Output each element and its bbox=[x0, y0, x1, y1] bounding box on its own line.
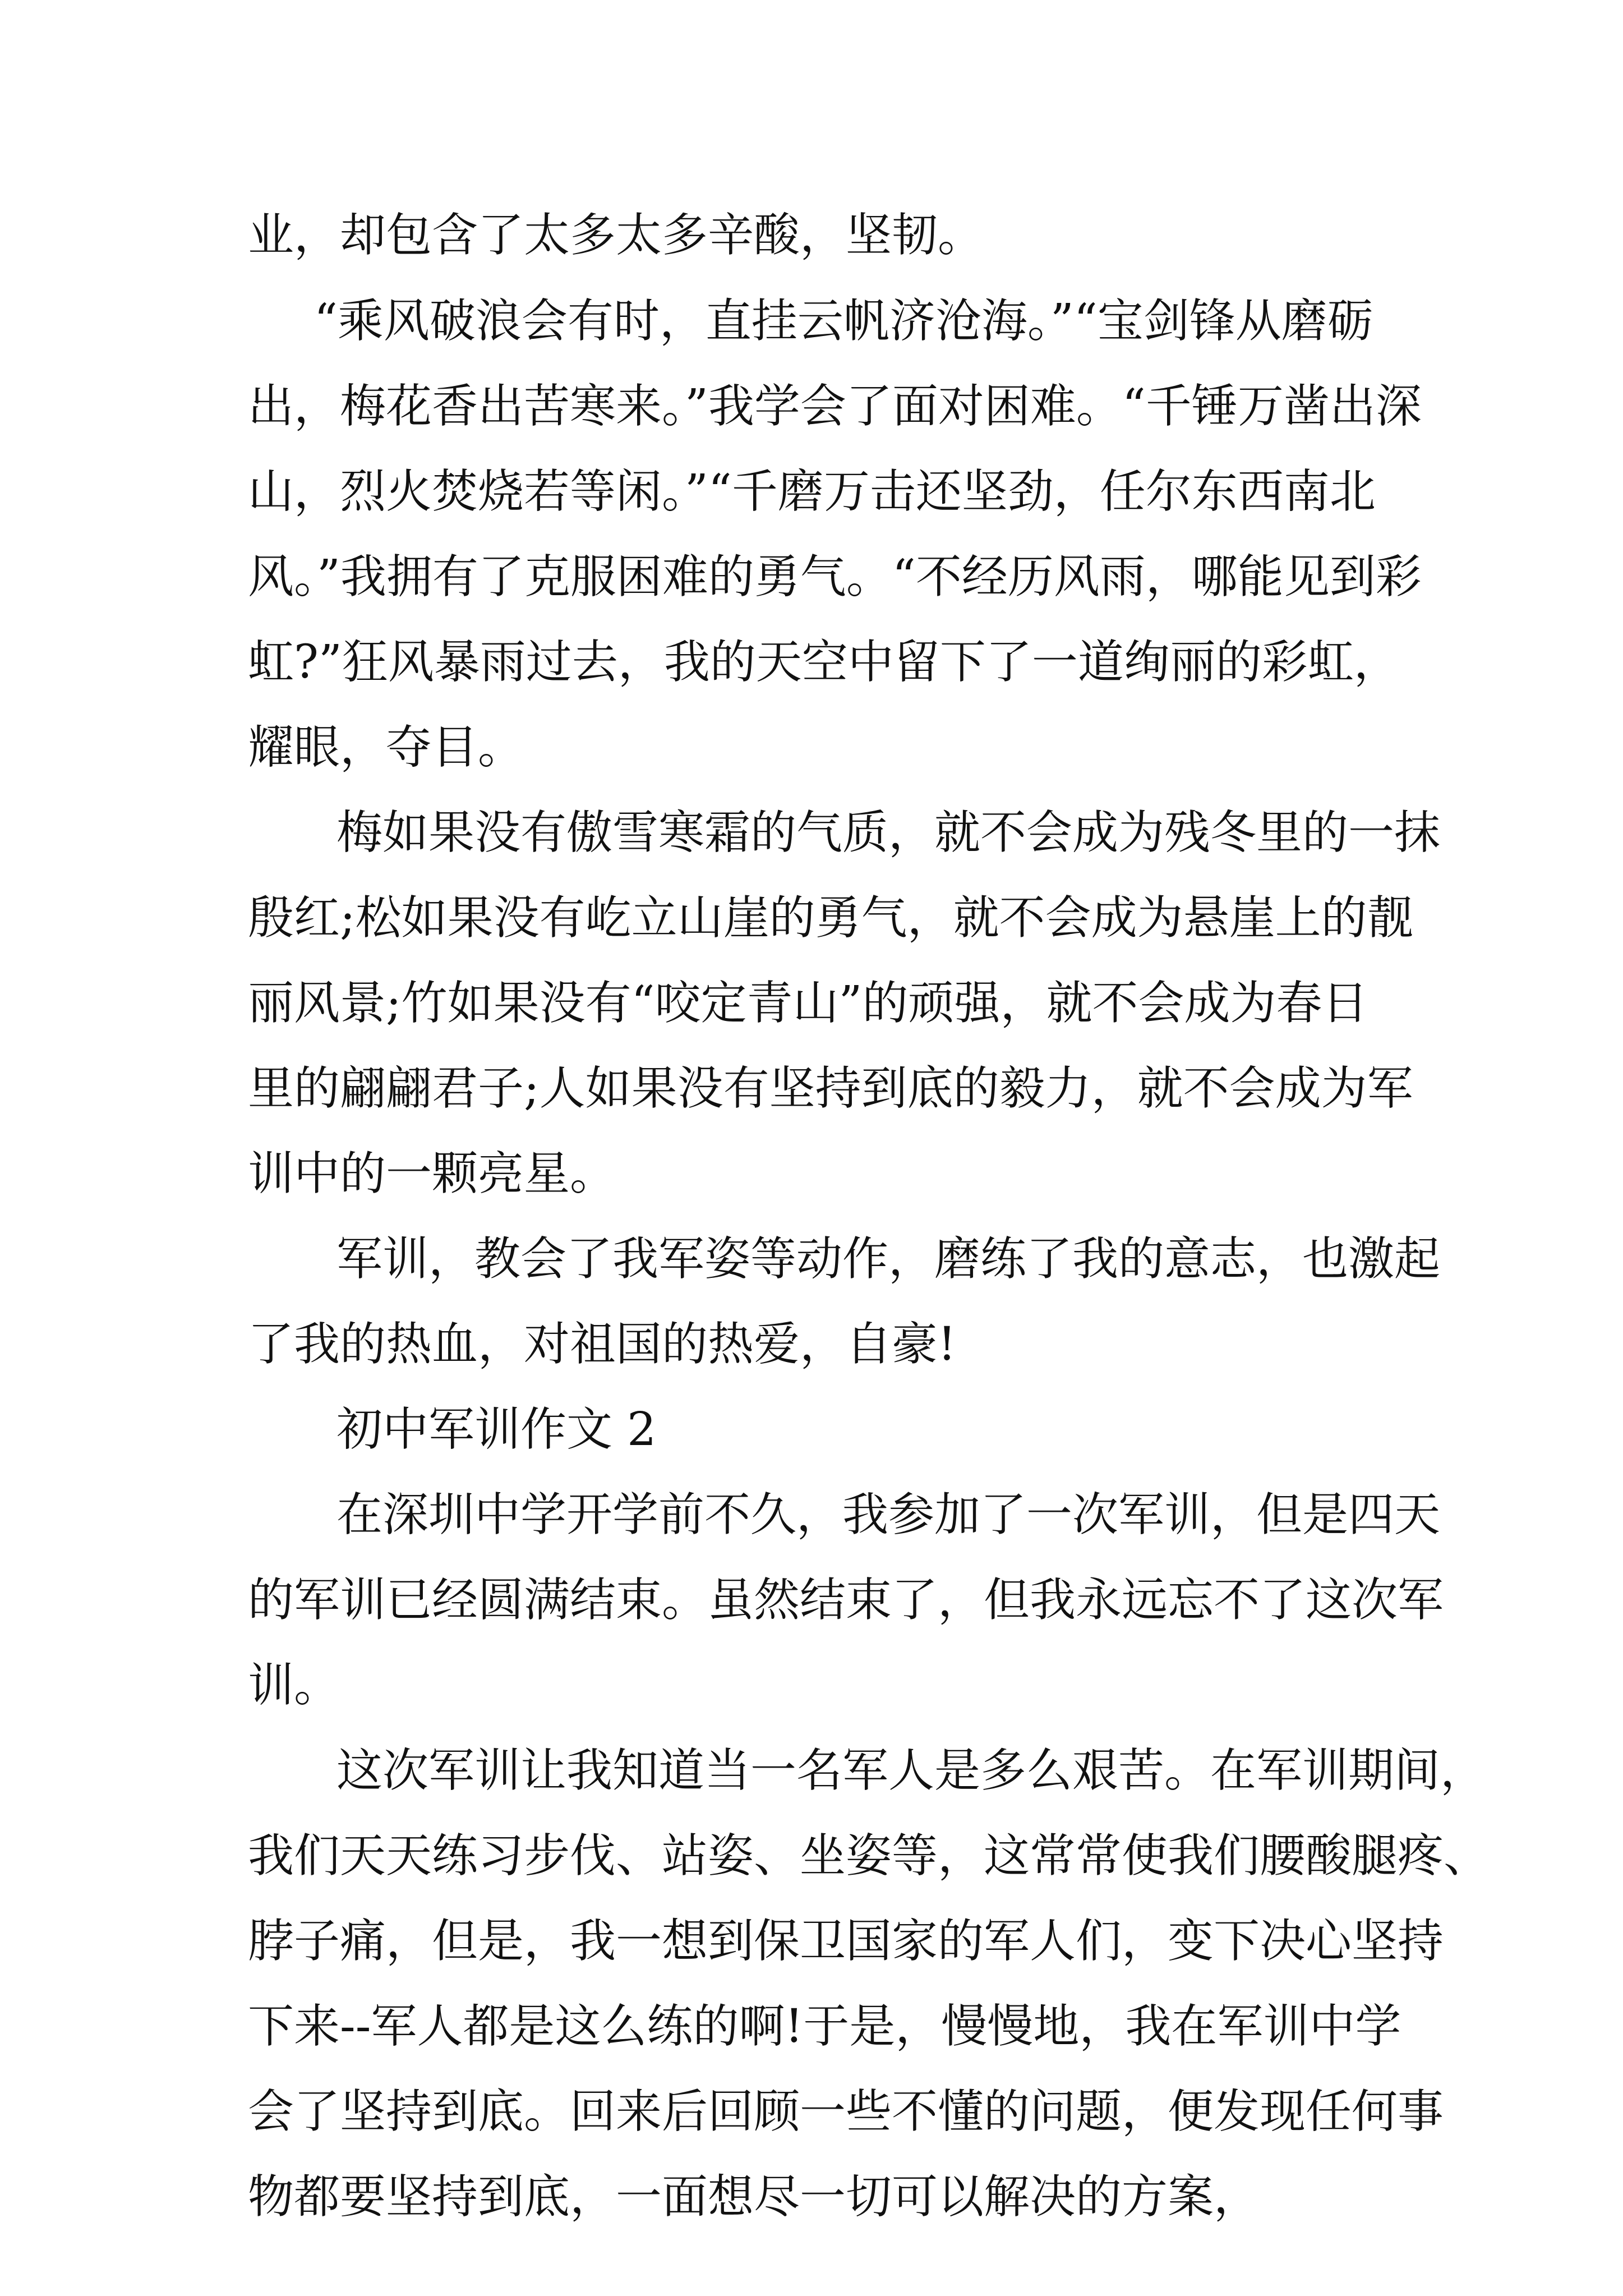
text-line: 出，梅花香出苦寒来。”我学会了面对困难。“千锤万凿出深 bbox=[248, 380, 1422, 433]
text-line: 脖子痛，但是，我一想到保卫国家的军人们，变下决心坚持 bbox=[248, 1915, 1444, 1968]
text-line: 下来--军人都是这么练的啊!于是，慢慢地，我在军训中学 bbox=[248, 2000, 1401, 2053]
text-line: 训。 bbox=[248, 1659, 340, 1712]
text-line: 里的翩翩君子;人如果没有坚持到底的毅力，就不会成为军 bbox=[248, 1062, 1413, 1115]
text-line: 物都要坚持到底，一面想尽一切可以解决的方案， bbox=[248, 2170, 1260, 2224]
text-line: 军训，教会了我军姿等动作，磨练了我的意志，也激起 bbox=[336, 1232, 1441, 1286]
text-line: 业，却包含了太多太多辛酸，坚韧。 bbox=[248, 209, 984, 262]
text-line: 会了坚持到底。回来后回顾一些不懂的问题，便发现任何事 bbox=[248, 2085, 1444, 2138]
text-line: 山，烈火焚烧若等闲。”“千磨万击还坚劲，任尔东西南北 bbox=[248, 465, 1376, 518]
text-line: 耀眼，夺目。 bbox=[248, 721, 524, 774]
text-line: “乘风破浪会有时，直挂云帆济沧海。”“宝剑锋从磨砺 bbox=[314, 295, 1373, 348]
text-line: 的军训已经圆满结束。虽然结束了，但我永远忘不了这次军 bbox=[248, 1573, 1444, 1627]
text-line: 虹?”狂风暴雨过去，我的天空中留下了一道绚丽的彩虹， bbox=[248, 636, 1400, 689]
text-line: 了我的热血，对祖国的热爱，自豪! bbox=[248, 1318, 956, 1371]
text-line: 我们天天练习步伐、站姿、坐姿等，这常常使我们腰酸腿疼、 bbox=[248, 1829, 1490, 1883]
text-line: 这次军训让我知道当一名军人是多么艰苦。在军训期间， bbox=[336, 1744, 1487, 1797]
text-line: 殷红;松如果没有屹立山崖的勇气，就不会成为悬崖上的靓 bbox=[248, 891, 1413, 945]
text-line: 训中的一颗亮星。 bbox=[248, 1147, 616, 1200]
text-line: 风。”我拥有了克服困难的勇气。“不经历风雨，哪能见到彩 bbox=[248, 550, 1422, 604]
text-line: 丽风景;竹如果没有“咬定青山”的顽强，就不会成为春日 bbox=[248, 977, 1368, 1030]
section-heading: 初中军训作文 2 bbox=[336, 1403, 657, 1456]
text-line: 梅如果没有傲雪寒霜的气质，就不会成为残冬里的一抹 bbox=[336, 806, 1441, 859]
text-line: 在深圳中学开学前不久，我参加了一次军训，但是四天 bbox=[336, 1488, 1441, 1542]
